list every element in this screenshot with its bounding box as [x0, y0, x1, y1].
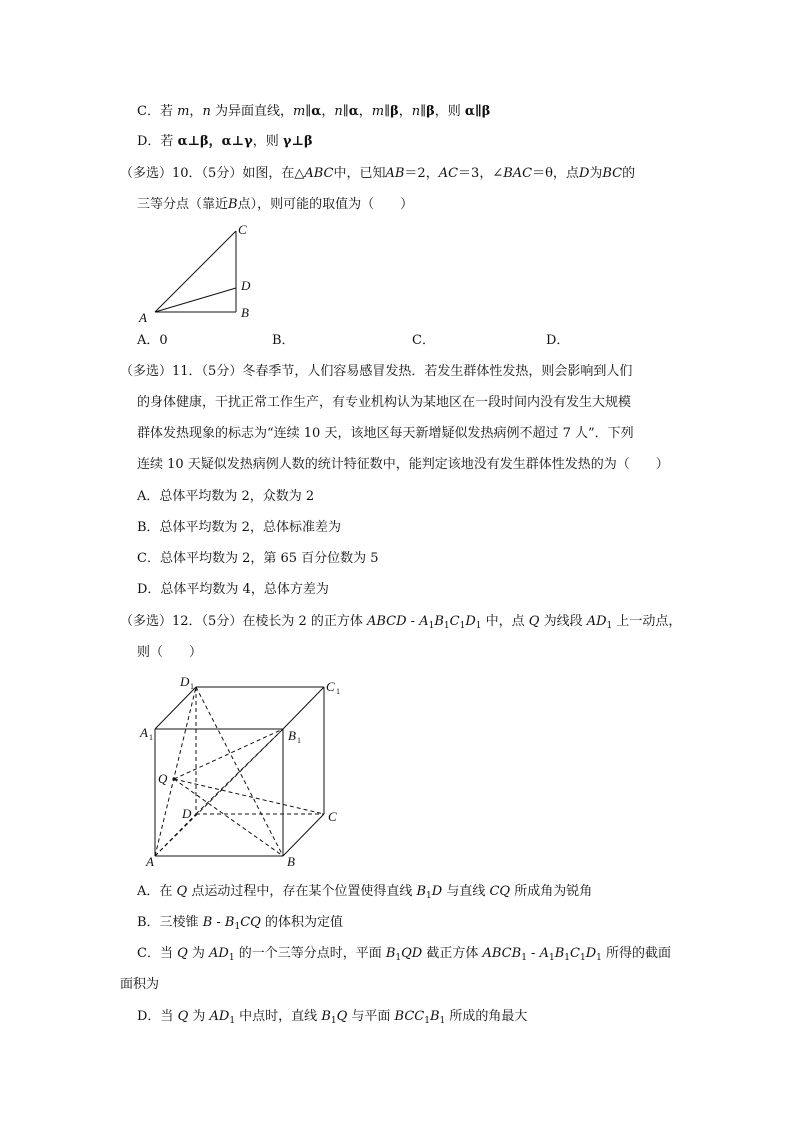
svg-text:B: B — [287, 854, 295, 869]
q11-stem-line2: 的身体健康，干扰正常工作生产，有专业机构认为某地区在一段时间内没有发生大规模 — [137, 395, 632, 410]
q11-stem-line3: 群体发热现象的标志为“连续 10 天，该地区每天新增疑似发热病例不超过 7 人”．下列 — [137, 426, 634, 441]
q10-stem-line1: （多选）10．（5分）如图，在△ABC中，已知AB＝2，AC＝3，∠BAC＝θ，点D为BC的 — [120, 166, 636, 181]
q11-option-d: D．总体平均数为 4，总体方差为 — [137, 582, 329, 597]
q12-option-c: C．当 Q 为 $AD_1$ 的一个三等分点时，平面 $B_1QD$ 截正方体 $ABCB_1 - A_1B_1C_1D_1$ 所得的截面 — [137, 946, 672, 963]
q10-option-b: B． — [272, 333, 295, 348]
label-a: A — [139, 310, 147, 325]
svg-text:A: A — [140, 725, 148, 740]
svg-text:Q: Q — [158, 771, 168, 786]
q12-option-d: D．当 Q 为 $AD_1$ 中点时，直线 $B_1Q$ 与平面 $BCC_1B_1$ 所成的角最大 — [137, 1009, 528, 1026]
label-d: D — [241, 278, 251, 293]
svg-text:1: 1 — [149, 733, 153, 742]
q12-option-a: A．在 Q 点运动过程中，存在某个位置使得直线 $B_1D$ 与直线 CQ 所成角为锐角 — [137, 884, 593, 901]
q9-option-d: D．若 α⊥β，α⊥γ，则 γ⊥β — [137, 134, 313, 149]
q10-option-a: A．0 — [137, 333, 168, 348]
q10-option-c: C． — [412, 333, 435, 348]
q10-option-d: D． — [546, 333, 570, 348]
q12-stem-line1: （多选）12．（5分）在棱长为 2 的正方体 ABCD - $A_1B_1C_1D_1$ 中，点 Q 为线段 $AD_1$ 上一动点， — [120, 614, 682, 631]
q11-stem-line4: 连续 10 天疑似发热病例人数的统计特征数中，能判定该地没有发生群体性发热的为（ ） — [137, 457, 669, 472]
svg-text:D: D — [182, 806, 192, 821]
svg-text:D: D — [180, 674, 190, 689]
svg-text:1: 1 — [336, 687, 340, 696]
q12-option-c-continued: 面积为 — [120, 977, 160, 992]
svg-text:C: C — [328, 809, 337, 824]
q11-option-c: C．总体平均数为 2，第 65 百分位数为 5 — [137, 551, 379, 566]
svg-text:1: 1 — [190, 682, 194, 691]
label-c: C — [238, 222, 247, 237]
q11-stem-line1: （多选）11．（5分）冬春季节，人们容易感冒发热．若发生群体性发热，则会影响到人们 — [120, 364, 633, 379]
svg-text:A: A — [146, 854, 154, 869]
svg-text:1: 1 — [297, 736, 301, 745]
q12-option-b: B．三棱锥 B - $B_1CQ$ 的体积为定值 — [137, 915, 343, 932]
q9-option-c: C．若 m，n 为异面直线，m∥α，n∥α，m∥β，n∥β，则 α∥β — [137, 104, 491, 119]
label-b: B — [241, 305, 249, 320]
q11-option-b: B．总体平均数为 2，总体标准差为 — [137, 520, 341, 535]
q11-option-a: A．总体平均数为 2，众数为 2 — [137, 489, 315, 504]
svg-text:C: C — [326, 679, 335, 694]
q10-stem-line2: 三等分点（靠近B点），则可能的取值为（ ） — [137, 197, 414, 212]
q12-stem-line2: 则（ ） — [137, 645, 203, 660]
svg-text:B: B — [288, 728, 296, 743]
